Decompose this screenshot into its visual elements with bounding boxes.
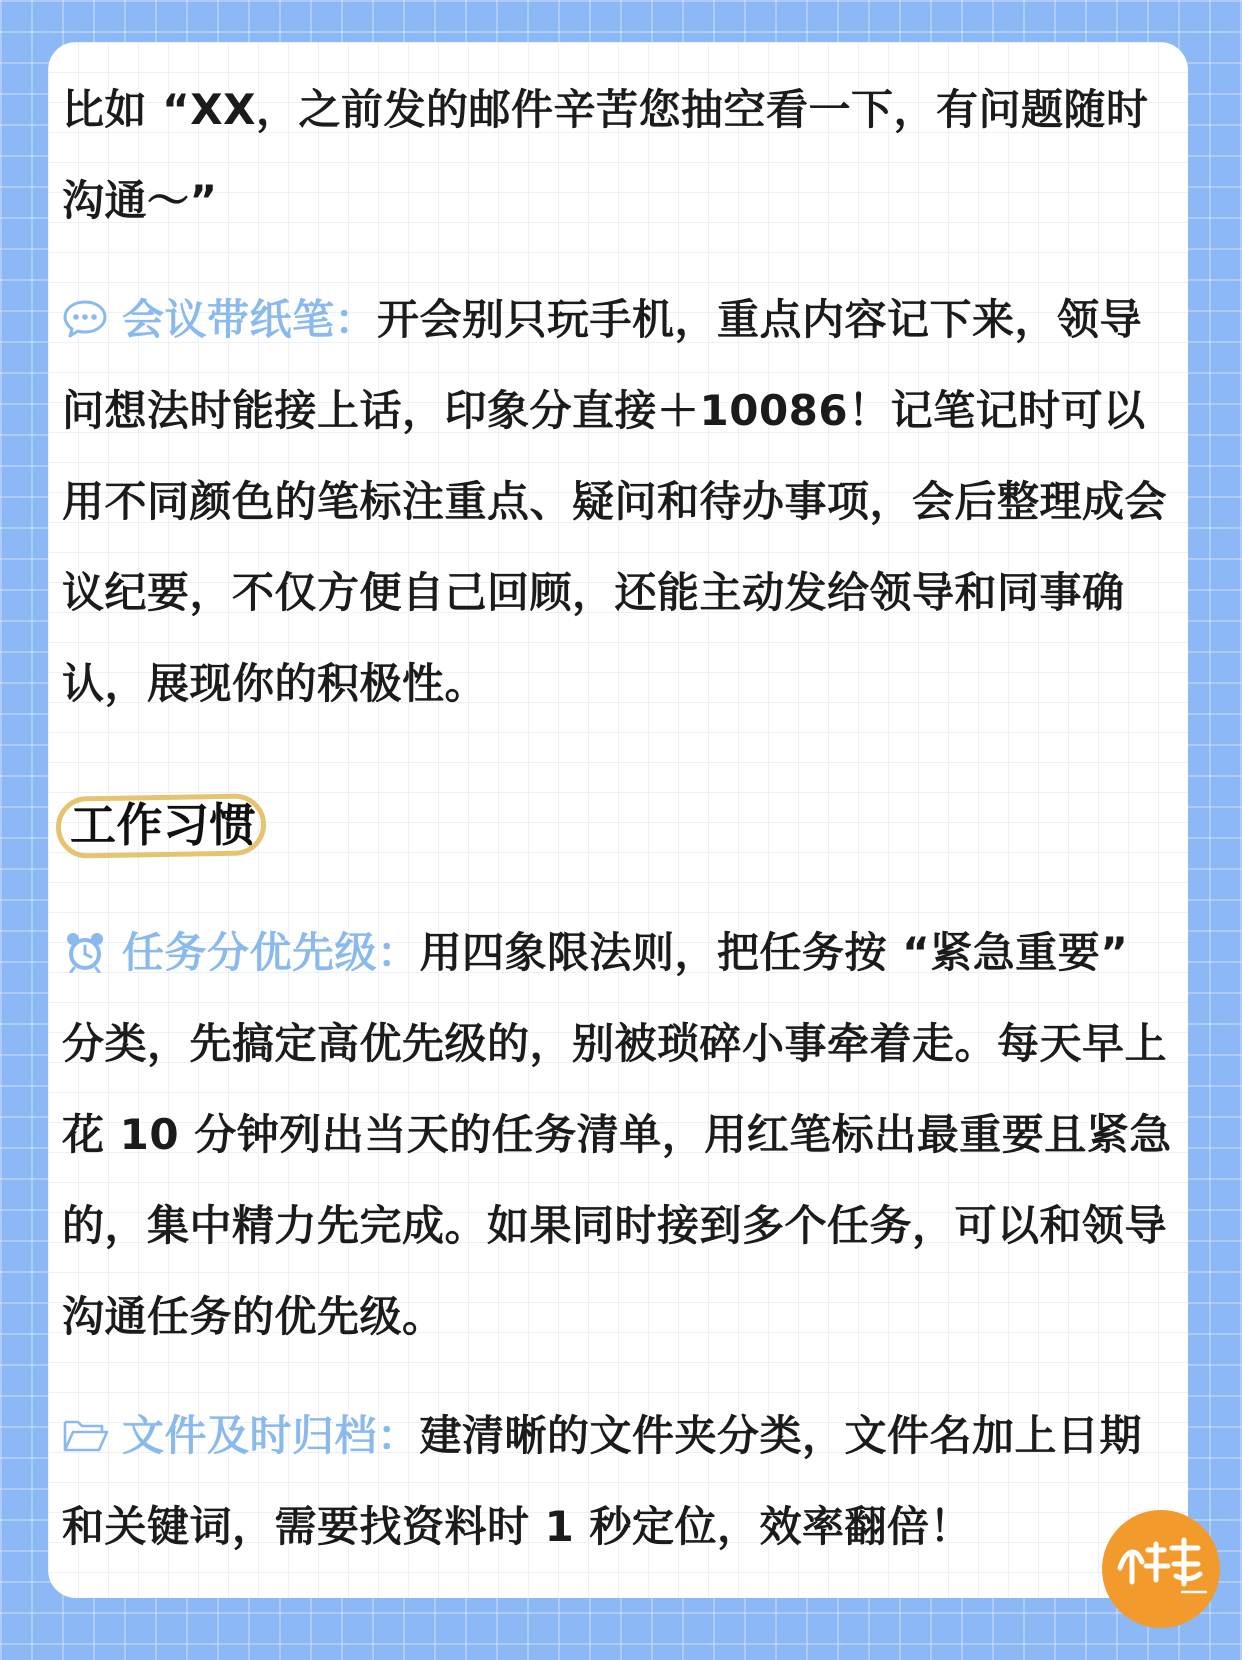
content-card (48, 42, 1188, 1598)
alarm-clock-icon (62, 913, 108, 955)
section-title (62, 793, 270, 857)
folder-icon (62, 1396, 108, 1438)
brand-logo-icon (1102, 1510, 1220, 1628)
archive-paragraph (62, 1390, 1182, 1572)
speech-bubble-icon (62, 280, 108, 322)
archive-label: 文件及时归档： (122, 1411, 420, 1460)
section-title-text: 工作习惯 (70, 798, 256, 852)
intro-text: 比如 “XX，之前发的邮件辛苦您抽空看一下，有问题随时沟通～” (62, 85, 1149, 225)
article-body (62, 64, 1182, 1572)
archive-text: 建清晰的文件夹分类，文件名加上日期和关键词，需要找资料时 1 秒定位，效率翻倍！ (62, 1411, 1143, 1551)
priority-label: 任务分优先级： (122, 928, 420, 977)
meeting-paragraph (62, 274, 1182, 729)
priority-paragraph (62, 907, 1182, 1362)
intro-paragraph (62, 64, 1182, 246)
meeting-label: 会议带纸笔： (122, 295, 378, 344)
priority-text: 用四象限法则，把任务按 “紧急重要” 分类，先搞定高优先级的，别被琐碎小事牵着走。每天早上花 10 分钟列出当天的任务清单，用红笔标出最重要且紧急的，集中精力先完成。如果同时接到多个任务，可以和领导沟通任务的优先级。 (62, 928, 1172, 1341)
meeting-text: 开会别只玩手机，重点内容记下来，领导问想法时能接上话，印象分直接＋10086！记笔记时可以用不同颜色的笔标注重点、疑问和待办事项，会后整理成会议纪要，不仅方便自己回顾，还能主动发给领导和同事确认，展现你的积极性。 (62, 295, 1168, 708)
section-heading (62, 781, 1182, 859)
